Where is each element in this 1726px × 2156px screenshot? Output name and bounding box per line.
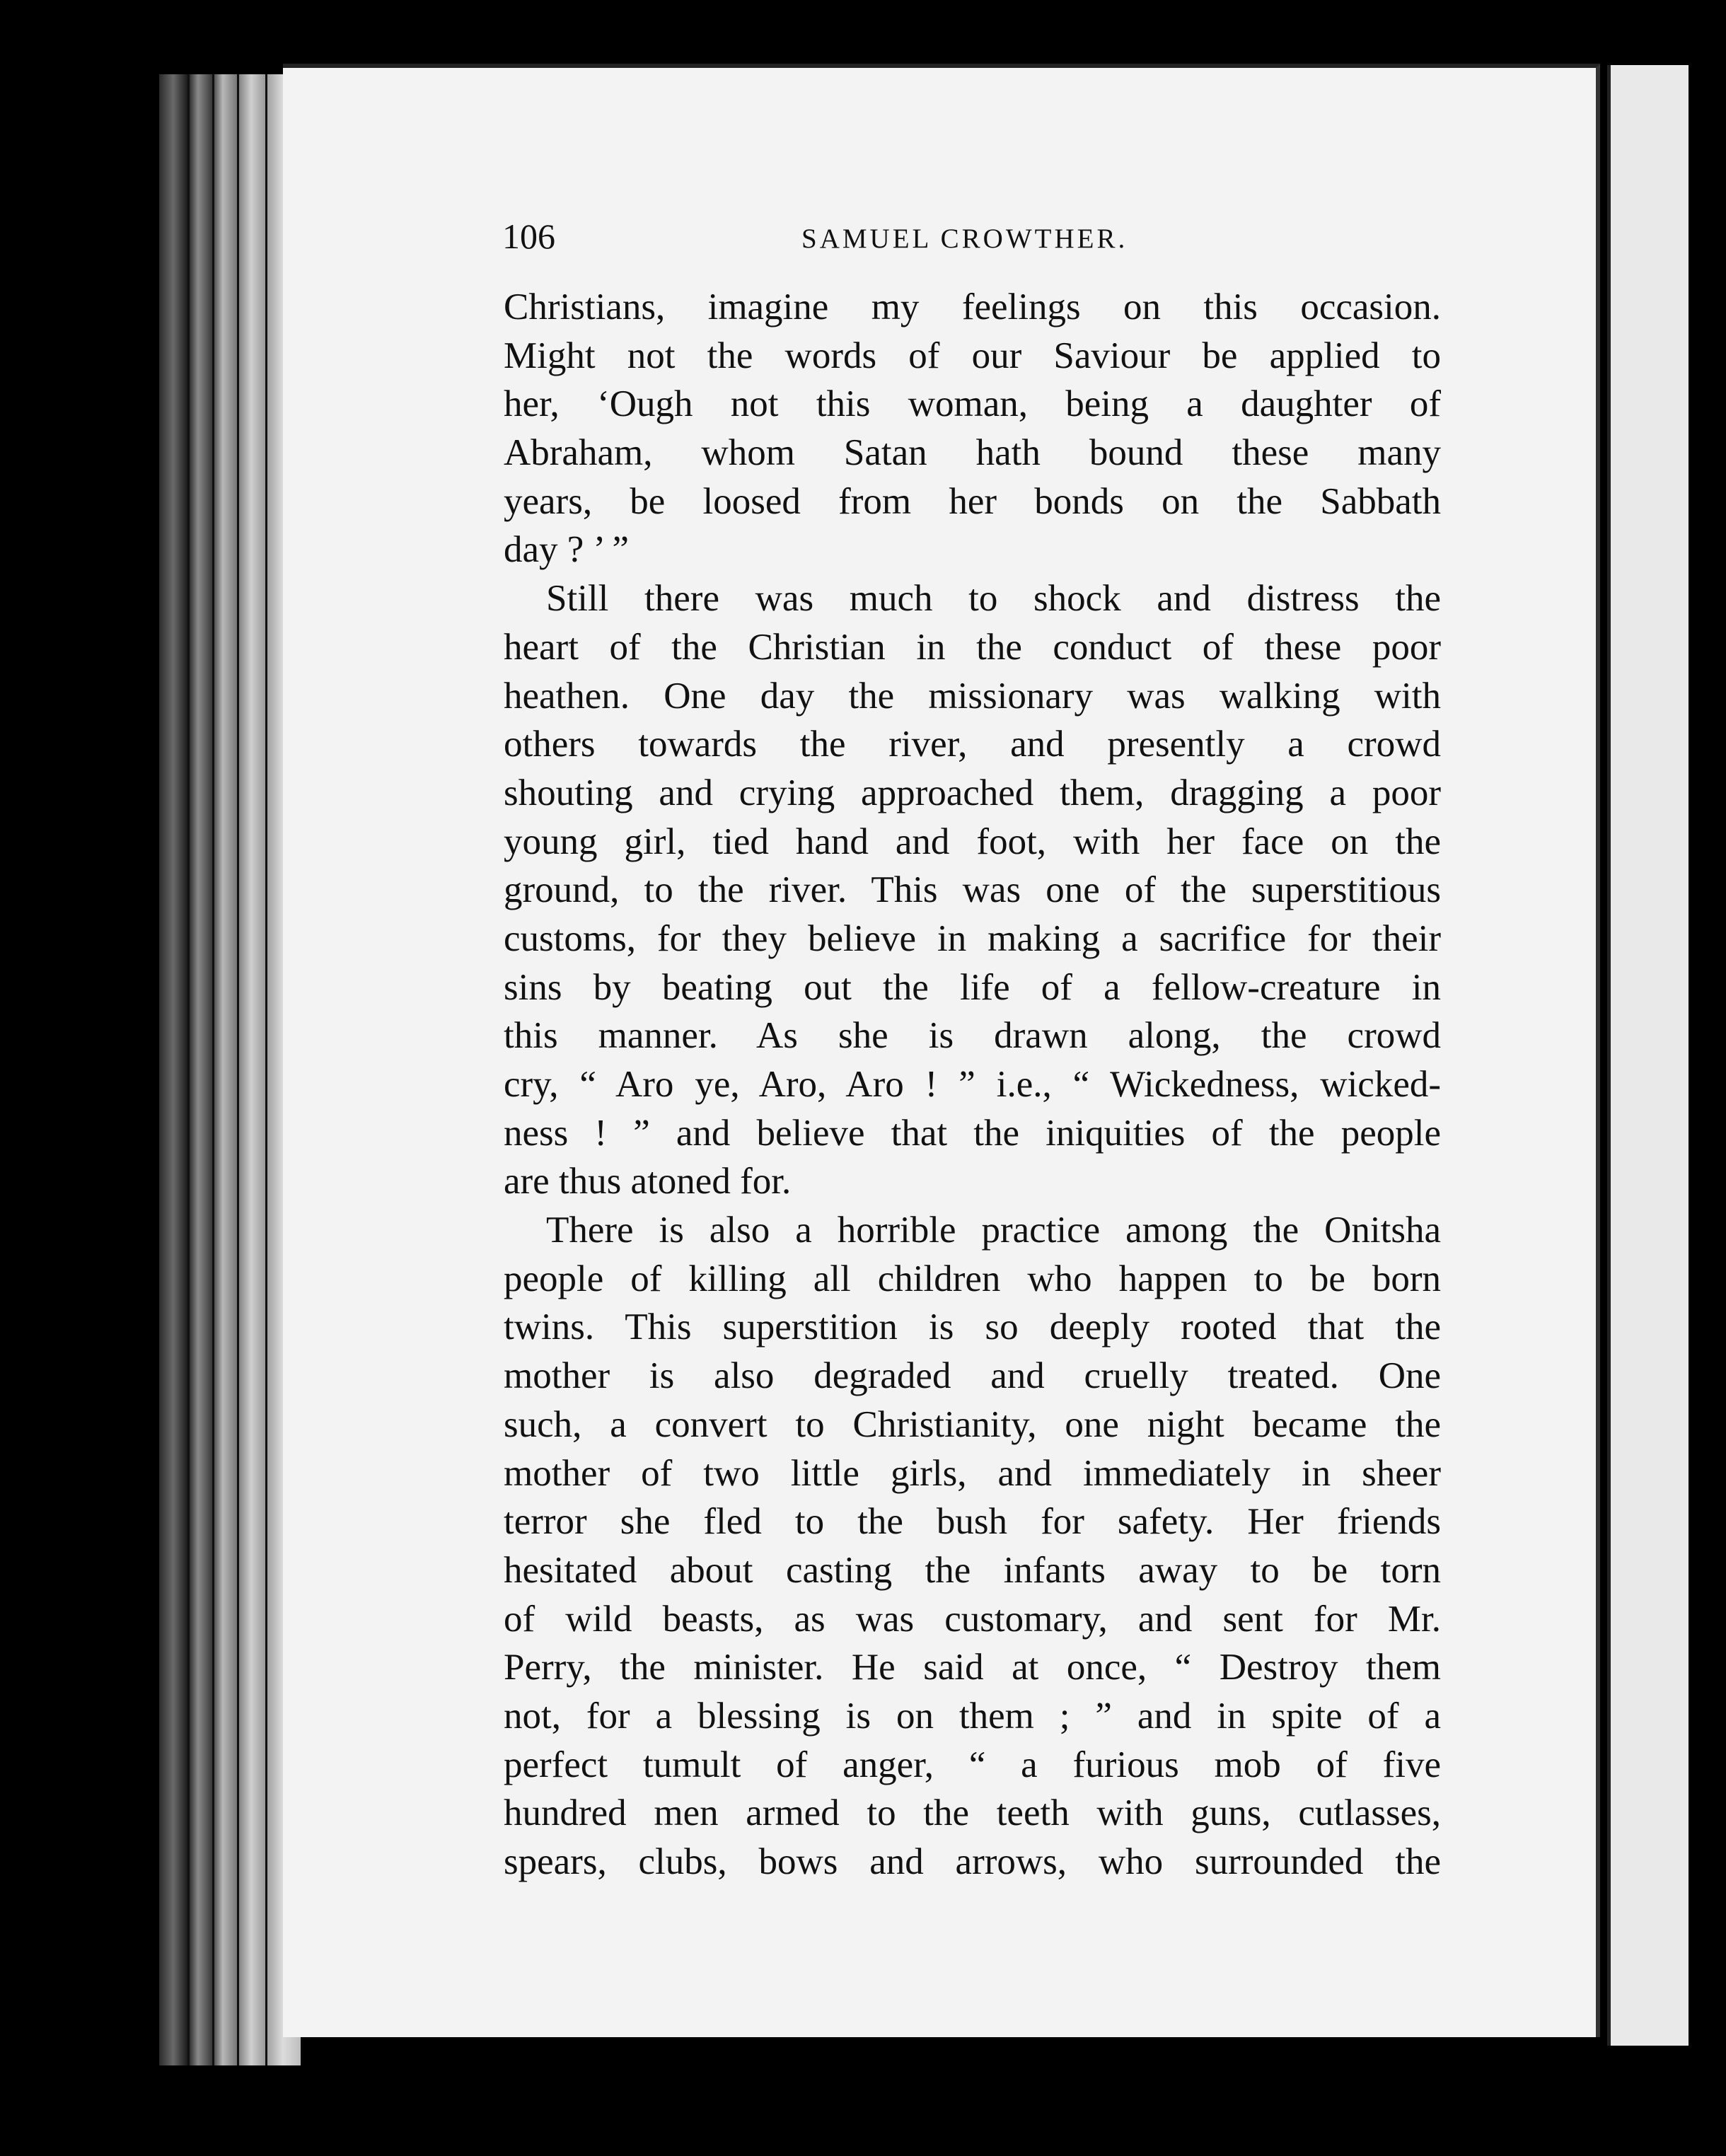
text-line: hesitated about casting the infants away to be torn <box>504 1549 1441 1591</box>
text-line: mother of two little girls, and immediately in sheer <box>504 1452 1441 1494</box>
text-line: are thus atoned for. <box>504 1161 792 1202</box>
text-line: of wild beasts, as was customary, and sent for Mr. <box>504 1598 1441 1640</box>
text-line: cry, “ Aro ye, Aro, Aro ! ” i.e., “ Wickedness, wicked- <box>504 1064 1441 1105</box>
book-page-edges <box>159 74 301 2065</box>
text-line: hundred men armed to the teeth with guns, cutlasses, <box>504 1792 1441 1834</box>
text-line: There is also a horrible practice among the Onitsha <box>546 1210 1441 1251</box>
text-line: terror she fled to the bush for safety. Her friends <box>504 1501 1441 1543</box>
text-line: Abraham, whom Satan hath bound these many <box>504 432 1441 474</box>
text-line: ness ! ” and believe that the iniquities of the people <box>504 1112 1441 1154</box>
text-line: customs, for they believe in making a sacrifice for their <box>504 917 1441 959</box>
text-line: shouting and crying approached them, dragging a poor <box>504 772 1441 813</box>
text-line: Christians, imagine my feelings on this occasion. <box>504 286 1441 328</box>
text-line: such, a convert to Christianity, one night became the <box>504 1403 1441 1445</box>
text-line: day ? ’ ” <box>504 529 630 571</box>
text-line: heart of the Christian in the conduct of these poor <box>504 626 1441 668</box>
body-text <box>504 283 1441 1886</box>
text-line: not, for a blessing is on them ; ” and in spite of a <box>504 1695 1441 1737</box>
text-line: mother is also degraded and cruelly treated. One <box>504 1355 1441 1397</box>
text-line: young girl, tied hand and foot, with her face on the <box>504 821 1441 862</box>
text-line: Still there was much to shock and distress the <box>546 578 1441 620</box>
text-line: others towards the river, and presently a crowd <box>504 724 1441 765</box>
text-line: this manner. As she is drawn along, the crowd <box>504 1015 1441 1057</box>
text-line: sins by beating out the life of a fellow-creature in <box>504 966 1441 1008</box>
text-line: her, ‘Ough not this woman, being a daughter of <box>504 383 1441 425</box>
text-line: heathen. One day the missionary was walking with <box>504 675 1441 717</box>
text-line: perfect tumult of anger, “ a furious mob of five <box>504 1744 1441 1785</box>
running-title: SAMUEL CROWTHER. <box>801 224 1128 254</box>
text-line: Perry, the minister. He said at once, “ Destroy them <box>504 1647 1441 1688</box>
text-line: people of killing all children who happen to be born <box>504 1258 1441 1299</box>
page-number: 106 <box>502 216 555 256</box>
page-header <box>502 216 1443 265</box>
text-line: years, be loosed from her bonds on the Sabbath <box>504 480 1441 522</box>
text-line: Might not the words of our Saviour be applied to <box>504 335 1441 376</box>
text-line: ground, to the river. This was one of the superstitious <box>504 869 1441 911</box>
text-line: twins. This superstition is so deeply rooted that the <box>504 1306 1441 1348</box>
facing-page-edge <box>1607 65 1689 2046</box>
text-line: spears, clubs, bows and arrows, who surrounded the <box>504 1841 1441 1882</box>
